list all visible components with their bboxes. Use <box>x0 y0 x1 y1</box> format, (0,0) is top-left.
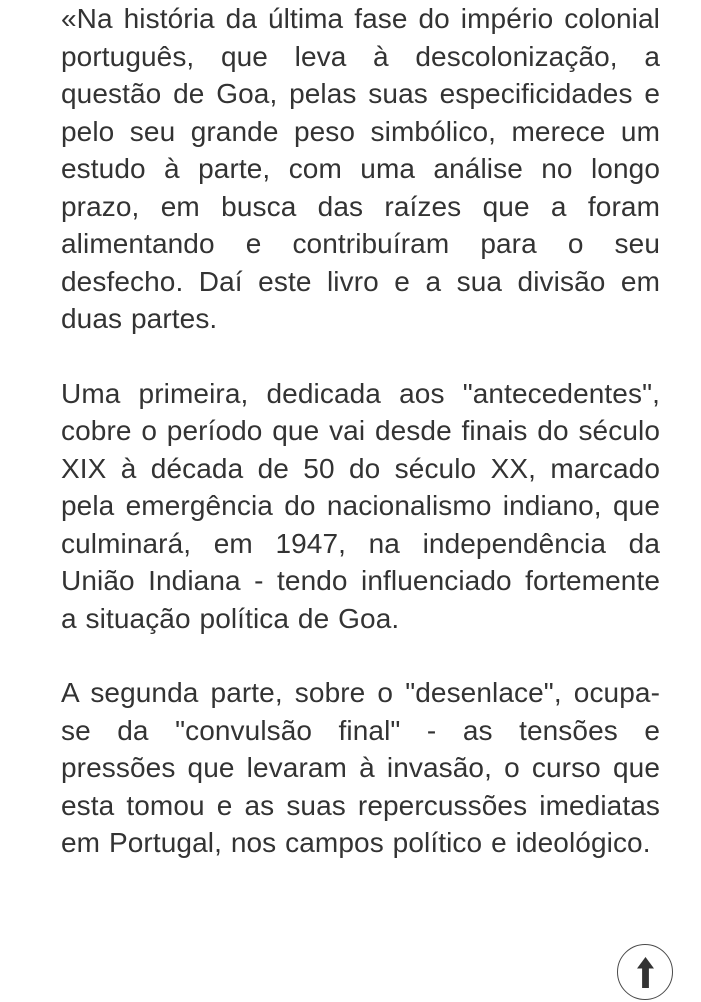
paragraph-3: A segunda parte, sobre o "desenlace", ocupa-se da "convulsão final" - as tensões e pressões que levaram à invasão, o curso que esta tomou e as suas repercussões imediatas em Portugal, nos campos político e ideológico. <box>61 677 660 858</box>
scroll-to-top-button[interactable] <box>617 944 673 1000</box>
paragraph-2: Uma primeira, dedicada aos "antecedentes", cobre o período que vai desde finais do século XIX à década de 50 do século XX, marcado pela emergência do nacionalismo indiano, que culminará, em 1947, na independência da União Indiana - tendo influenciado fortemente a situação política de Goa. <box>61 377 660 634</box>
paragraph-1: «Na história da última fase do império colonial português, que leva à descolonização, a questão de Goa, pelas suas especificidades e pelo seu grande peso simbólico, merece um estudo à parte, com uma análise no longo prazo, em busca das raízes que a foram alimentando e contribuíram para o seu desfecho. Daí este livro e a sua divisão em duas partes. <box>61 3 660 334</box>
arrow-up-icon <box>637 957 654 988</box>
